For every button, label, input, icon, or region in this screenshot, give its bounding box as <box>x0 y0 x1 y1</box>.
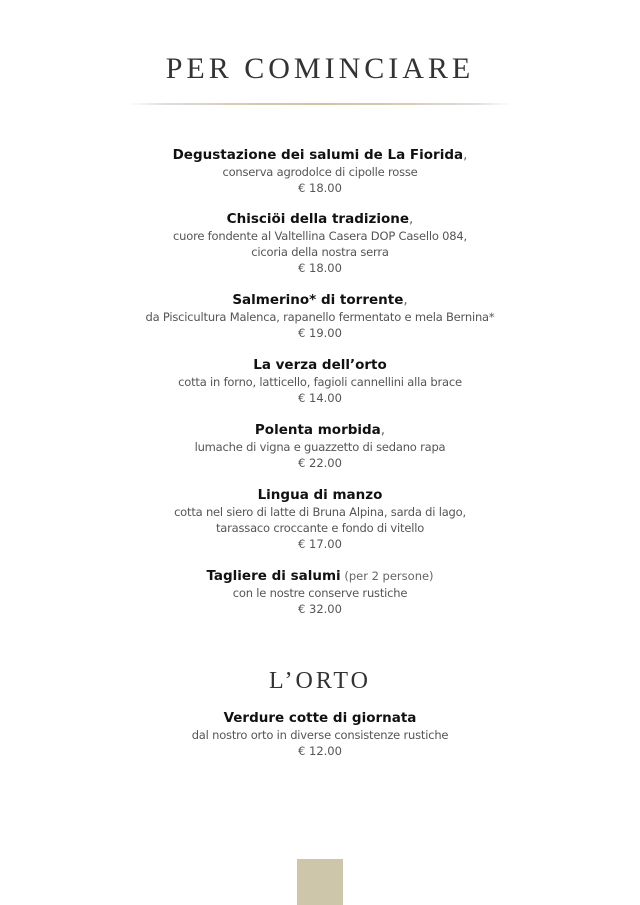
menu-item: Salmerino* di torrente, da Piscicultura Malenca, rapanello fermentato e mela Bernina* € 19.00 <box>0 291 640 341</box>
item-description: con le nostre conserve rustiche <box>232 586 408 600</box>
item-description: dal nostro orto in diverse consistenze rustiche <box>191 728 449 742</box>
item-price: € 18.00 <box>298 261 342 275</box>
menu-item <box>0 486 640 552</box>
menu-item: Polenta morbida, lumache di vigna e guazzetto di sedano rapa € 22.00 <box>0 421 640 471</box>
item-price: € 19.00 <box>298 326 342 340</box>
item-description: cuore fondente al Valtellina Casera DOP Casello 084, <box>173 229 467 243</box>
item-name: Polenta morbida <box>254 422 381 438</box>
item-description: cotta nel siero di latte di Bruna Alpina, sarda di lago, <box>174 505 466 519</box>
item-price: € 17.00 <box>298 537 342 551</box>
item-name: Degustazione dei salumi de La Fiorida <box>172 147 464 163</box>
item-description: cicoria della nostra serra <box>251 245 389 259</box>
item-description: conserva agrodolce di cipolle rosse <box>222 165 418 179</box>
item-description: cotta in forno, latticello, fagioli cannellini alla brace <box>178 375 462 389</box>
title-divider <box>128 103 512 105</box>
item-name: Verdure cotte di giornata <box>223 710 417 726</box>
item-description: tarassaco croccante e fondo di vitello <box>215 521 425 535</box>
item-price: € 22.00 <box>298 456 342 470</box>
item-name: Salmerino* di torrente <box>232 292 404 308</box>
item-price: € 18.00 <box>298 181 342 195</box>
item-note: (per 2 persone) <box>340 569 434 583</box>
menu-item <box>0 567 640 617</box>
item-description: da Piscicultura Malenca, rapanello fermentato e mela Bernina* <box>145 310 495 324</box>
menu-item: Degustazione dei salumi de La Fiorida, conserva agrodolce di cipolle rosse € 18.00 <box>0 146 640 196</box>
item-price: € 32.00 <box>298 602 342 616</box>
item-name: Chisciöi della tradizione <box>226 211 410 227</box>
menu-item <box>0 356 640 406</box>
item-name: La verza dell’orto <box>253 357 387 373</box>
menu-item: Chisciöi della tradizione, cuore fondente al Valtellina Casera DOP Casello 084, cicoria della nostra serra € 18.00 <box>0 210 640 276</box>
item-description: lumache di vigna e guazzetto di sedano rapa <box>194 440 446 454</box>
item-price: € 12.00 <box>298 744 342 758</box>
item-name: Tagliere di salumi <box>206 568 341 584</box>
section-title-per-cominciare: PER COMINCIARE <box>165 52 475 85</box>
menu-item <box>0 709 640 759</box>
item-name: Lingua di manzo <box>257 487 383 503</box>
section-title-orto: L’ORTO <box>269 668 371 694</box>
item-price: € 14.00 <box>298 391 342 405</box>
decorative-square <box>297 859 343 905</box>
